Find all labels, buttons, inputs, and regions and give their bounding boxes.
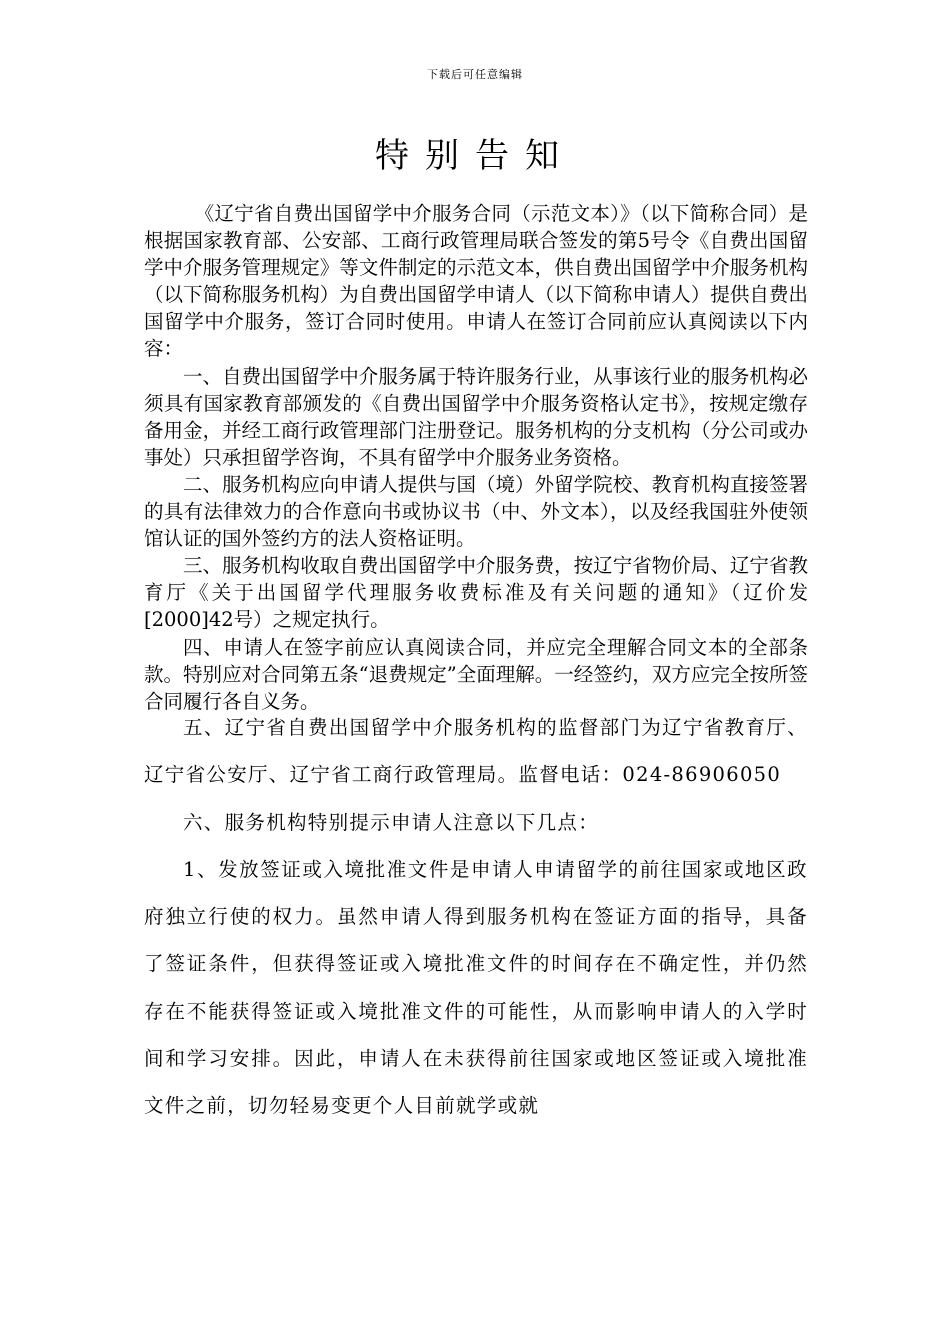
notice-item-2: 二、服务机构应向申请人提供与国（境）外留学院校、教育机构直接签署的具有法律效力的合作意向书或协议书（中、外文本），以及经我国驻外使领馆认证的国外签约方的法人资格证明。: [144, 472, 808, 551]
page-title: 特别告知: [375, 136, 575, 176]
notice-point-1: 1、发放签证或入境批准文件是申请人申请留学的前往国家或地区政府独立行使的权力。虽然申请人得到服务机构在签证方面的指导，具备了签证条件，但获得签证或入境批准文件的时间存在不确定性，并仍然存在不能获得签证或入境批准文件的可能性，从而影响申请人的入学时间和学习安排。因此，申请人在未获得前往国家或地区签证或入境批准文件之前，切勿轻易变更个人目前就学或就: [144, 857, 808, 1118]
notice-item-6: 六、服务机构特别提示申请人注意以下几点：: [183, 810, 600, 834]
notice-item-4: 四、申请人在签字前应认真阅读合同，并应完全理解合同文本的全部条款。特别应对合同第五条“退费规定”全面理解。一经签约，双方应完全按所签合同履行各自义务。: [144, 635, 808, 713]
intro-paragraph: 《辽宁省自费出国留学中介服务合同（示范文本）》（以下简称合同）是根据国家教育部、公安部、工商行政管理局联合签发的第5号令《自费出国留学中介服务管理规定》等文件制定的示范文本，供自费出国留学中介服务机构（以下简称服务机构）为自费出国留学申请人（以下简称申请人）提供自费出国留学中介服务，签订合同时使用。申请人在签订合同前应认真阅读以下内容：: [144, 202, 808, 361]
header-note: 下载后可任意编辑: [427, 68, 523, 81]
notice-body-dense: [144, 200, 808, 715]
notice-item-3: 三、服务机构收取自费出国留学中介服务费，按辽宁省物价局、辽宁省教育厅《关于出国留学代理服务收费标准及有关问题的通知》（辽价发[2000]42号）之规定执行。: [144, 554, 808, 632]
notice-body-wide: [144, 704, 808, 1130]
notice-item-5: 五、辽宁省自费出国留学中介服务机构的监督部门为辽宁省教育厅、辽宁省公安厅、辽宁省工商行政管理局。监督电话：024-86906050: [144, 716, 808, 787]
notice-item-1: 一、自费出国留学中介服务属于特许服务行业，从事该行业的服务机构必须具有国家教育部颁发的《自费出国留学中介服务资格认定书》，按规定缴存备用金，并经工商行政管理部门注册登记。服务机构的分支机构（分公司或办事处）只承担留学咨询，不具有留学中介服务业务资格。: [144, 364, 808, 469]
